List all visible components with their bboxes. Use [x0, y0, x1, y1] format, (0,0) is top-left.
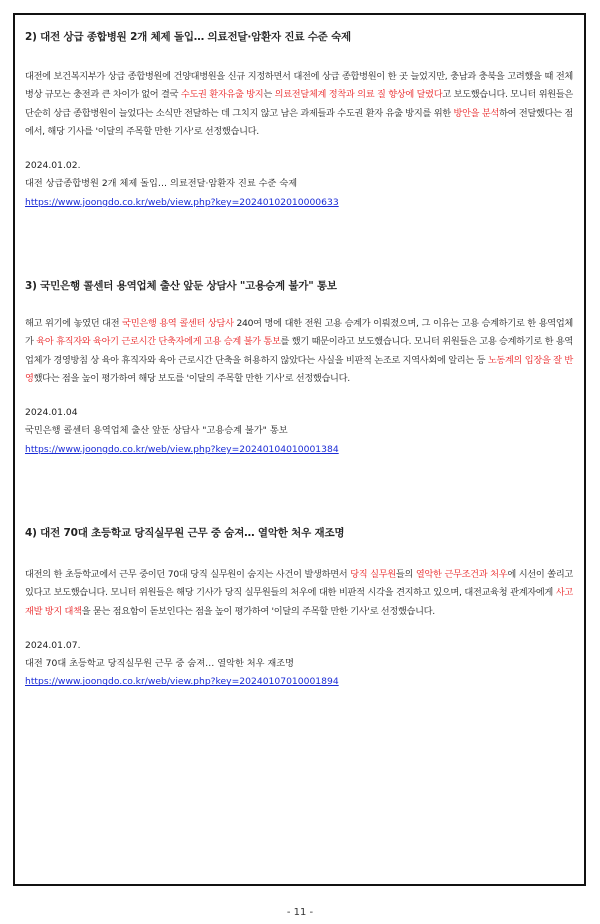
highlighted-text: 방안을 분석: [453, 107, 500, 119]
paragraph-text: 에 시선이 쏠리고 있다고 보도했습니다. 모니터 위원들은 해당 기사가 당직 실무원들의 처우에 대한 비판적 시각을 견지하고 있으며, 대전교육청 관계자에게: [25, 569, 573, 599]
article-reference: [25, 157, 573, 212]
paragraph-text: 들의: [395, 569, 416, 580]
article-link[interactable]: https://www.joongdo.co.kr/web/view.php?key=20240102010000633: [25, 196, 339, 208]
section-paragraph: [25, 315, 573, 388]
article-title: 대전 70대 초등학교 당직실무원 근무 중 숨져… 열악한 처우 재조명: [25, 658, 295, 670]
section-paragraph: [25, 566, 573, 621]
highlighted-text: 의료전달체계 정착과 의료 질 향상에 달렸다: [274, 89, 443, 101]
article-reference: [25, 404, 573, 459]
paragraph-text: 를 했기 때문이라고 보도했습니다. 모니터 위원들은 고용 승계하기로 한 용역업체가 경영방침 상 육아 휴직자와 육아 근로시간 단축을 허용하지 않았다는 사실을 비판적 논조로 지역사회에 알리는 등: [25, 336, 573, 366]
highlighted-text: 당직 실무원: [350, 569, 396, 580]
section-heading: 3) 국민은행 콜센터 용역업체 출산 앞둔 상담사 "고용승계 불가" 통보: [25, 280, 337, 292]
article-title: 대전 상급종합병원 2개 체제 돌입… 의료전달·암환자 진료 수준 숙제: [25, 178, 298, 190]
section-paragraph: [25, 68, 573, 141]
article-link[interactable]: https://www.joongdo.co.kr/web/view.php?key=20240107010001894: [25, 676, 339, 688]
paragraph-text: 했다는 점을 높이 평가하여 해당 보도를 '이달의 주목할 만한 기사'로 선정했습니다.: [33, 372, 350, 384]
highlighted-text: 열악한 근무조건과 처우: [415, 569, 508, 580]
article-link[interactable]: https://www.joongdo.co.kr/web/view.php?key=20240104010001384: [25, 443, 339, 455]
highlighted-text: 국민은행 용역 콜센터 상담사: [122, 318, 234, 329]
paragraph-text: 240여 명에 대한 전원 고용 승계가 이뤄졌으며, 그 이유는 고용 승계하기로 한 용역업체가: [25, 318, 573, 348]
paragraph-text: 대전의 한 초등학교에서 근무 중이던 70대 당직 실무원이 숨지는 사건이 발생하면서: [25, 569, 351, 580]
article-date: 2024.01.07.: [25, 639, 81, 651]
section-4: [25, 526, 573, 692]
page-number: - 11 -: [286, 907, 314, 918]
highlighted-text: 육아 휴직자와 육아기 근로시간 단축자에게 고용 승계 불가 통보: [36, 336, 281, 348]
paragraph-text: 고 보도했습니다. 모니터 위원들은 단순히 상급 종합병원이 늘었다는 소식만 전달하는 데 그치지 않고 남은 과제들과 수도권 환자 유출 방지를 위한: [25, 89, 573, 119]
section-3: [25, 279, 573, 459]
paragraph-text: 해고 위기에 놓였던 대전: [25, 318, 123, 329]
section-heading: 2) 대전 상급 종합병원 2개 체제 돌입… 의료전달·암환자 진료 수준 숙제: [25, 31, 351, 43]
article-reference: [25, 637, 573, 692]
article-title: 국민은행 콜센터 용역업체 출산 앞둔 상담사 "고용승계 불가" 통보: [25, 425, 288, 437]
paragraph-text: 을 묻는 점요함이 돋보인다는 점을 높이 평가하여 '이달의 주목할 만한 기사'로 선정했습니다.: [81, 605, 435, 617]
highlighted-text: 수도권 환자유출 방지: [180, 89, 264, 101]
section-2: [25, 30, 573, 212]
article-date: 2024.01.02.: [25, 160, 81, 172]
paragraph-text: 는: [263, 89, 275, 101]
highlighted-text: 노동계의 입장을 잘 반영: [25, 354, 573, 384]
paragraph-text: 대전에 보건복지부가 상급 종합병원에 건양대병원을 신규 지정하면서 대전에 상급 종합병원이 한 곳 늘었지만, 충남과 충북을 고려했을 때 전체 병상 규모는 충전과 큰 차이가 없어 결국: [25, 71, 573, 101]
paragraph-text: 하여 전달했다는 점에서, 해당 기사를 '이달의 주목할 만한 기사'로 선정했습니다.: [25, 107, 574, 137]
section-heading: 4) 대전 70대 초등학교 당직실무원 근무 중 숨져… 열악한 처우 재조명: [25, 527, 345, 539]
article-date: 2024.01.04: [25, 407, 78, 419]
highlighted-text: 사고 재발 방지 대책: [25, 587, 573, 617]
